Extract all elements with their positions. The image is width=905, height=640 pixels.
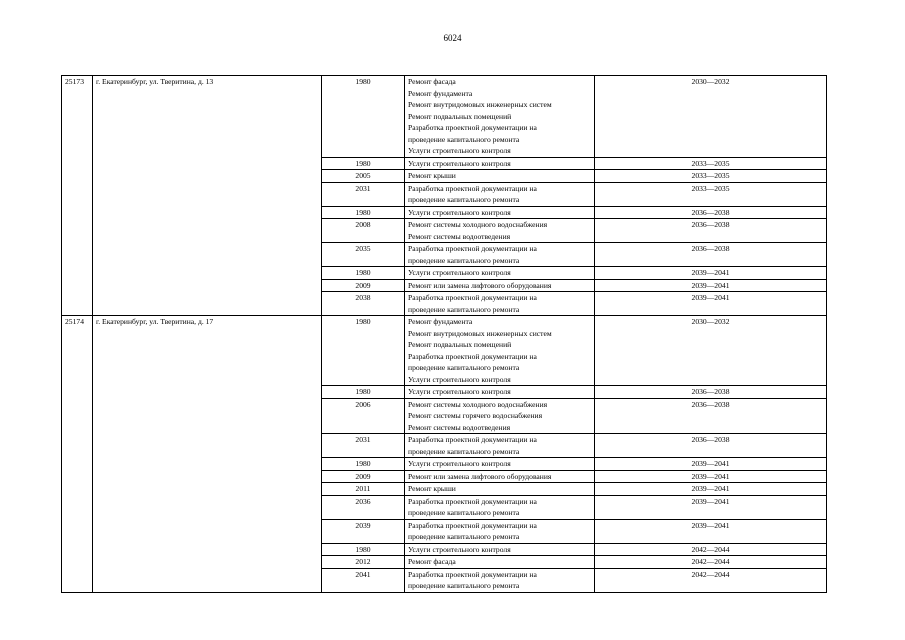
period-cell: 2036—2038 (595, 386, 827, 399)
year-cell: 2031 (322, 182, 405, 206)
year-cell: 1980 (322, 316, 405, 386)
period-cell: 2039—2041 (595, 279, 827, 292)
work-type-line: проведение капитального ремонта (408, 195, 520, 204)
work-type-line: Разработка проектной документации на (408, 293, 537, 302)
work-type-line: Услуги строительного контроля (408, 268, 511, 277)
work-type-cell (405, 219, 595, 243)
year-cell: 2031 (322, 434, 405, 458)
work-type-line: Услуги строительного контроля (408, 207, 511, 217)
period-cell: 2039—2041 (595, 470, 827, 483)
work-type-line: Услуги строительного контроля (408, 158, 511, 168)
period-cell: 2036—2038 (595, 398, 827, 434)
year-cell: 2012 (322, 556, 405, 569)
work-type-line: проведение капитального ремонта (408, 255, 520, 265)
work-type-cell (405, 76, 595, 158)
work-type-cell (405, 386, 595, 399)
work-type-line: Разработка проектной документации на (408, 244, 537, 253)
work-type-cell (405, 267, 595, 280)
year-cell: 1980 (322, 543, 405, 556)
period-cell: 2039—2041 (595, 519, 827, 543)
year-cell: 2036 (322, 495, 405, 519)
year-cell: 2009 (322, 279, 405, 292)
work-type-line: Ремонт внутридомовых инженерных систем (408, 100, 552, 109)
work-type-line: Услуги строительного контроля (408, 544, 511, 554)
work-type-line: Ремонт системы водоотведения (408, 422, 511, 432)
work-type-cell (405, 316, 595, 386)
work-type-cell (405, 568, 595, 592)
building-id-cell: 25173 (62, 76, 93, 316)
work-type-line: Ремонт фасада (408, 557, 456, 566)
repair-schedule-table (61, 75, 827, 593)
period-cell: 2036—2038 (595, 434, 827, 458)
period-cell: 2039—2041 (595, 458, 827, 471)
period-cell: 2042—2044 (595, 568, 827, 592)
work-type-line: Услуги строительного контроля (408, 374, 511, 384)
work-type-cell (405, 556, 595, 569)
work-type-line: Ремонт фасада (408, 77, 456, 86)
table-row (62, 316, 827, 386)
work-type-cell (405, 458, 595, 471)
work-type-cell (405, 157, 595, 170)
work-type-line: Разработка проектной документации на (408, 183, 537, 193)
work-type-line: Ремонт внутридомовых инженерных систем (408, 328, 552, 338)
work-type-line: проведение капитального ремонта (408, 363, 520, 372)
work-type-cell (405, 470, 595, 483)
work-type-line: проведение капитального ремонта (408, 581, 520, 590)
building-address-cell: г. Екатеринбург, ул. Тверитина, д. 13 (93, 76, 322, 316)
work-type-line: Ремонт системы холодного водоснабжения (408, 220, 548, 229)
work-type-line: проведение капитального ремонта (408, 304, 520, 314)
period-cell: 2036—2038 (595, 243, 827, 267)
work-type-line: Услуги строительного контроля (408, 146, 511, 155)
work-type-cell (405, 182, 595, 206)
work-type-line: Ремонт или замена лифтового оборудования (408, 471, 552, 481)
year-cell: 2009 (322, 470, 405, 483)
year-cell: 2005 (322, 170, 405, 183)
work-type-cell (405, 279, 595, 292)
year-cell: 1980 (322, 458, 405, 471)
work-type-line: проведение капитального ремонта (408, 134, 520, 144)
period-cell: 2042—2044 (595, 543, 827, 556)
work-type-line: Разработка проектной документации на (408, 123, 537, 132)
year-cell: 1980 (322, 267, 405, 280)
work-type-line: проведение капитального ремонта (408, 446, 520, 456)
work-type-cell (405, 170, 595, 183)
work-type-line: Разработка проектной документации на (408, 520, 537, 530)
year-cell: 1980 (322, 157, 405, 170)
period-cell: 2033—2035 (595, 157, 827, 170)
work-type-line: Ремонт системы холодного водоснабжения (408, 399, 548, 409)
work-type-cell (405, 495, 595, 519)
period-cell: 2036—2038 (595, 219, 827, 243)
period-cell: 2030—2032 (595, 76, 827, 158)
work-type-cell (405, 206, 595, 219)
work-type-line: Ремонт подвальных помещений (408, 111, 512, 121)
work-type-line: Разработка проектной документации на (408, 569, 537, 579)
year-cell: 2008 (322, 219, 405, 243)
work-type-line: Ремонт системы водоотведения (408, 231, 511, 241)
work-type-line: Ремонт фундамента (408, 88, 473, 98)
work-type-line: Ремонт подвальных помещений (408, 340, 512, 349)
period-cell: 2030—2032 (595, 316, 827, 386)
work-type-cell (405, 543, 595, 556)
work-type-line: Разработка проектной документации на (408, 435, 537, 444)
work-type-cell (405, 292, 595, 316)
page-number: 6024 (443, 33, 462, 43)
work-type-cell (405, 434, 595, 458)
year-cell: 2006 (322, 398, 405, 434)
year-cell: 2035 (322, 243, 405, 267)
period-cell: 2033—2035 (595, 182, 827, 206)
building-address-cell: г. Екатеринбург, ул. Тверитина, д. 17 (93, 316, 322, 593)
work-type-line: Ремонт системы горячего водоснабжения (408, 411, 543, 420)
year-cell: 2011 (322, 483, 405, 496)
work-type-line: Услуги строительного контроля (408, 459, 511, 468)
work-type-line: Ремонт или замена лифтового оборудования (408, 280, 552, 290)
year-cell: 2038 (322, 292, 405, 316)
work-type-line: Ремонт крыши (408, 171, 456, 180)
work-type-line: Ремонт крыши (408, 484, 456, 493)
work-type-line: Разработка проектной документации на (408, 351, 537, 361)
period-cell: 2039—2041 (595, 495, 827, 519)
work-type-cell (405, 483, 595, 496)
period-cell: 2039—2041 (595, 483, 827, 496)
work-type-cell (405, 243, 595, 267)
year-cell: 2041 (322, 568, 405, 592)
year-cell: 2039 (322, 519, 405, 543)
period-cell: 2039—2041 (595, 292, 827, 316)
year-cell: 1980 (322, 206, 405, 219)
work-type-line: Услуги строительного контроля (408, 387, 511, 396)
table-row (62, 76, 827, 158)
period-cell: 2042—2044 (595, 556, 827, 569)
building-id-cell: 25174 (62, 316, 93, 593)
work-type-line: проведение капитального ремонта (408, 532, 520, 541)
work-type-line: Разработка проектной документации на (408, 496, 537, 506)
year-cell: 1980 (322, 76, 405, 158)
period-cell: 2039—2041 (595, 267, 827, 280)
work-type-cell (405, 519, 595, 543)
work-type-line: проведение капитального ремонта (408, 508, 520, 517)
period-cell: 2033—2035 (595, 170, 827, 183)
work-type-line: Ремонт фундамента (408, 317, 473, 326)
work-type-cell (405, 398, 595, 434)
period-cell: 2036—2038 (595, 206, 827, 219)
year-cell: 1980 (322, 386, 405, 399)
